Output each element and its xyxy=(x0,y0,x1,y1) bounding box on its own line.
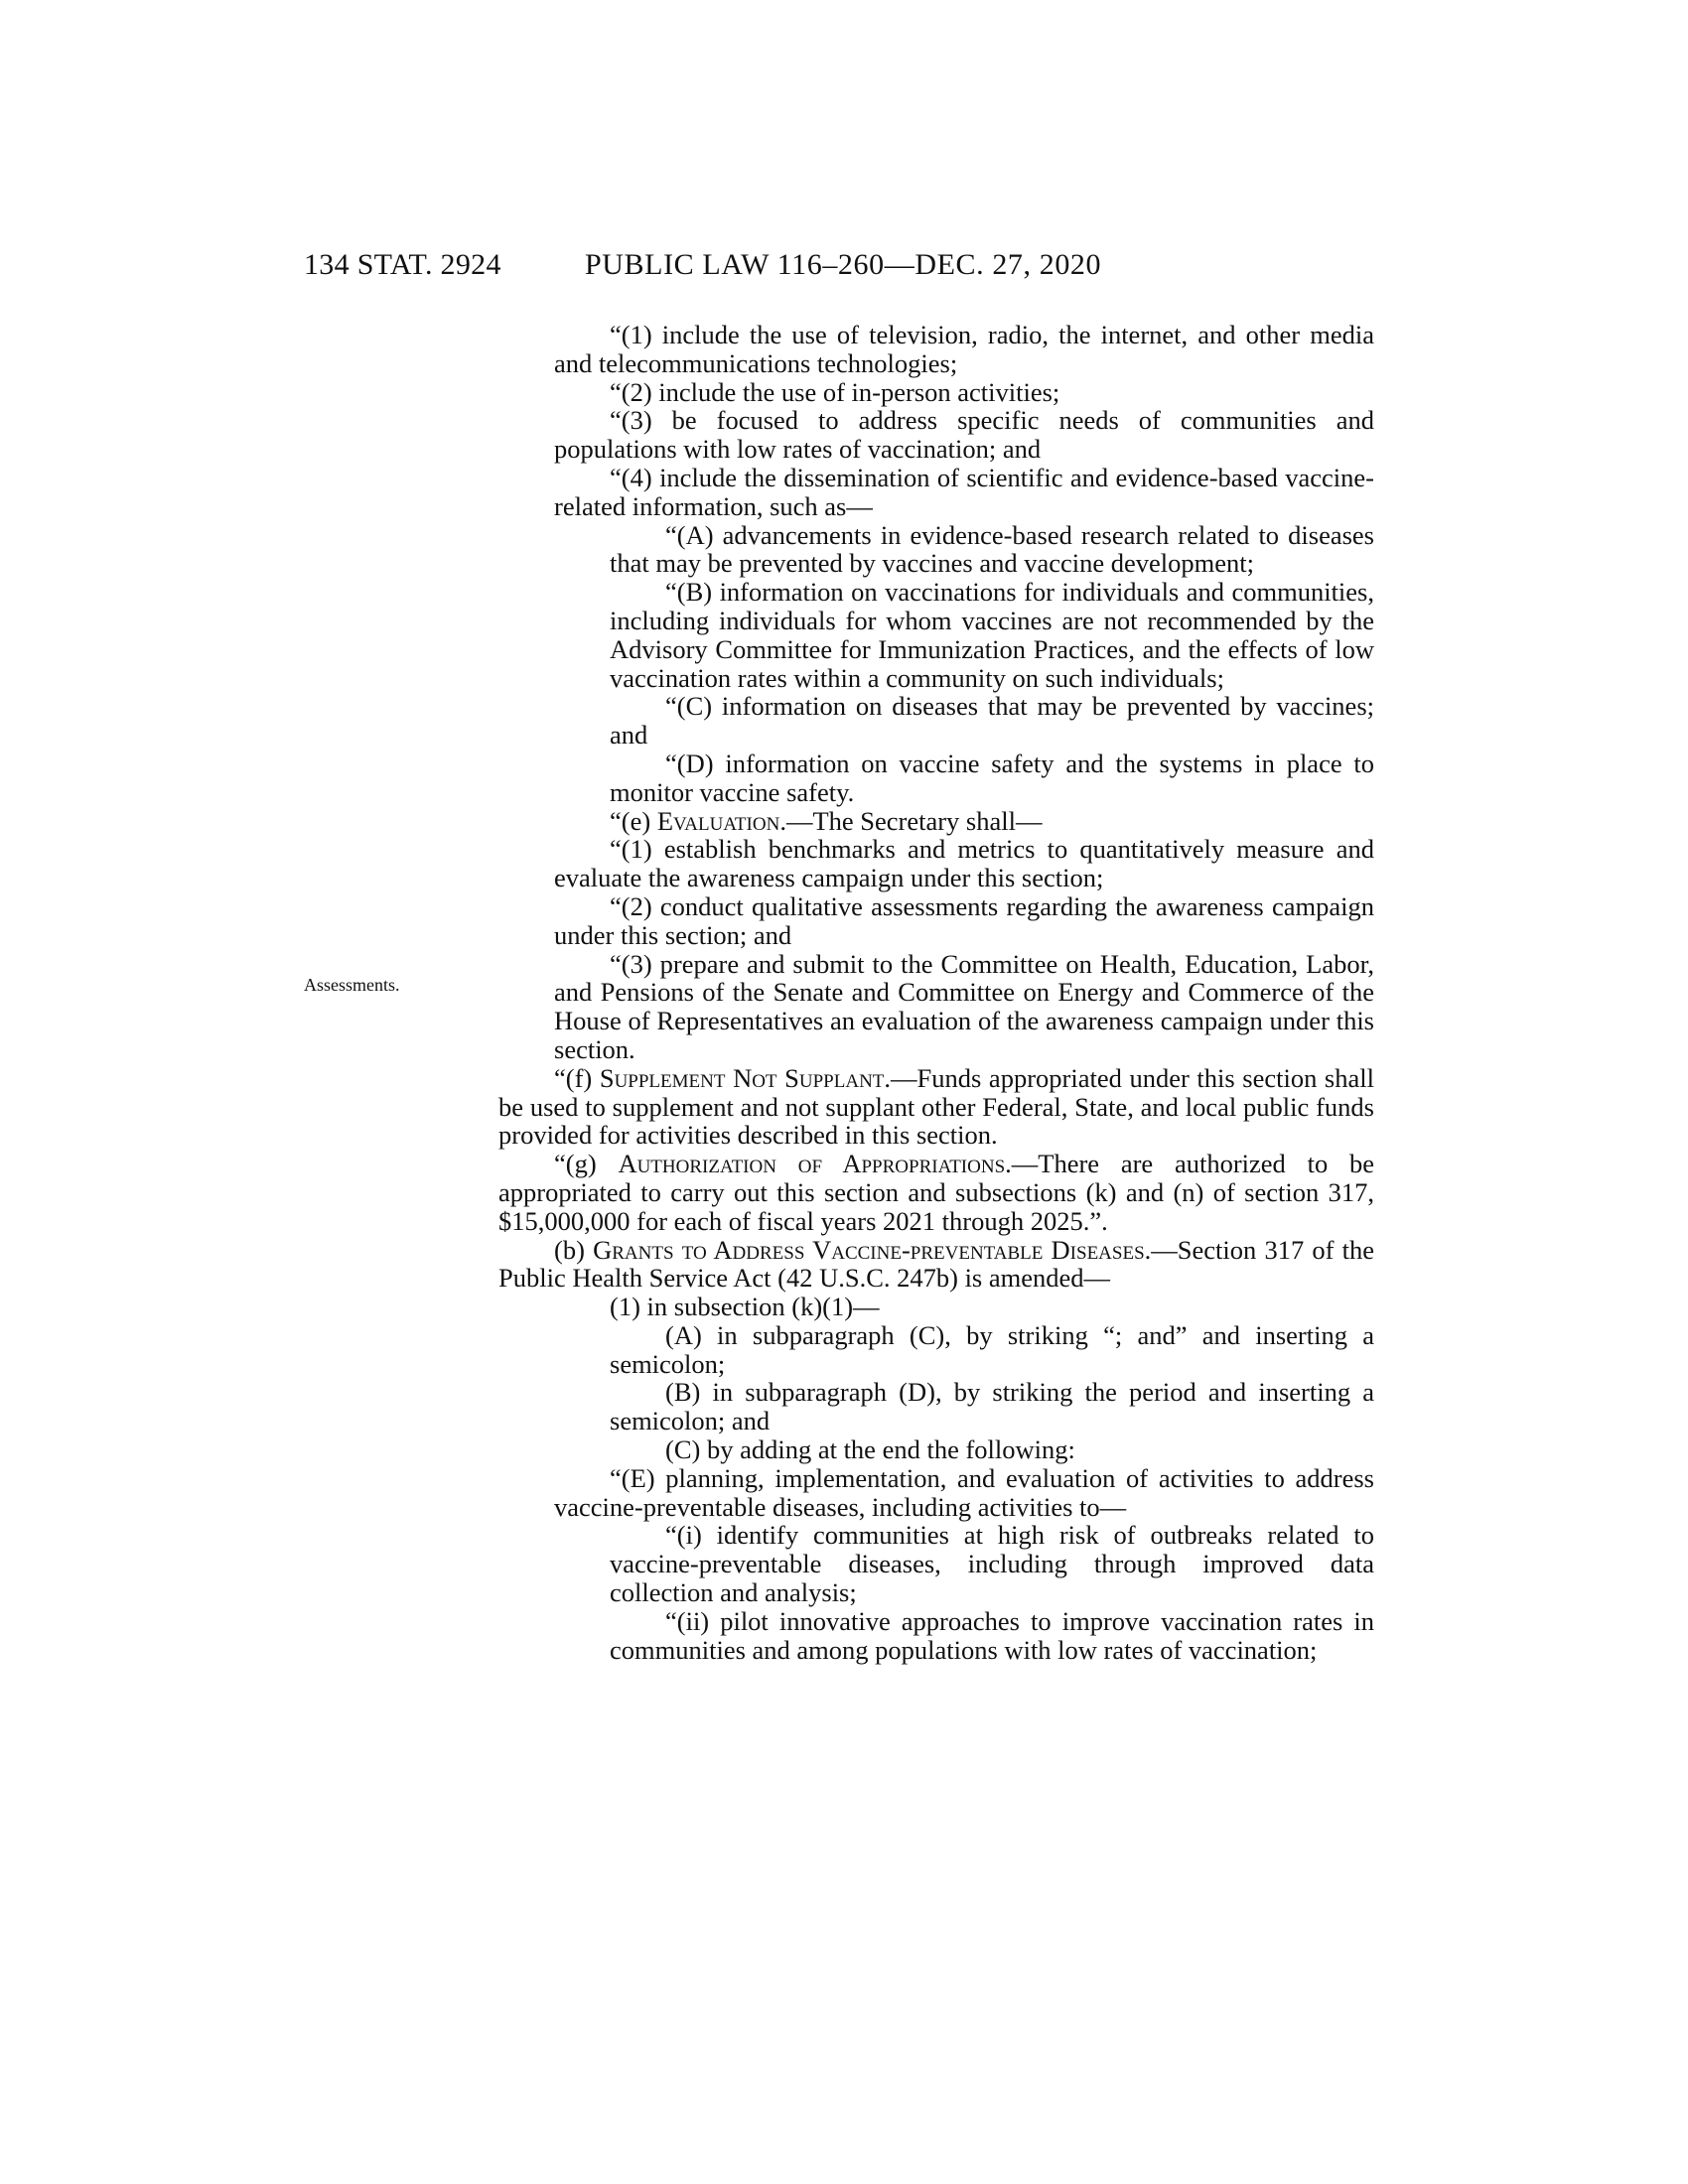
subparagraph-b1B: (B) in subparagraph (D), by striking the period and inserting a semicolon; and xyxy=(610,1377,1374,1436)
clause-Ei: “(i) identify communities at high risk of outbreaks related to vaccine-preventable diseases, including through improved data collection and analysis; xyxy=(610,1520,1374,1608)
public-law-title: PUBLIC LAW 116–260—DEC. 27, 2020 xyxy=(585,248,1102,281)
subsection-g xyxy=(498,1150,1374,1235)
subsection-f-prefix: “(f) xyxy=(554,1062,600,1093)
statute-page-reference: 134 STAT. 2924 xyxy=(304,248,501,281)
section-b-title: Grants to Address Vaccine-preventable Diseases xyxy=(593,1234,1145,1265)
subparagraph-dA: “(A) advancements in evidence-based research related to diseases that may be prevented by vaccines and vaccine development; xyxy=(610,519,1374,579)
subparagraph-dD: “(D) information on vaccine safety and the systems in place to monitor vaccine safety. xyxy=(610,748,1374,807)
paragraph-b1: (1) in subsection (k)(1)— xyxy=(610,1292,880,1322)
paragraph-d3: “(3) be focused to address specific needs of communities and populations with low rates of vaccination; and xyxy=(554,405,1374,465)
subsection-f-title: Supplement Not Supplant xyxy=(599,1062,885,1093)
clause-Eii: “(ii) pilot innovative approaches to improve vaccination rates in communities and among populations with low rates of vaccination; xyxy=(610,1605,1374,1665)
page-header xyxy=(0,248,1688,288)
subsection-e-heading xyxy=(498,807,1374,836)
subsection-f-text: .—Funds appropriated under this section shall be used to supplement and not supplant other Federal, State, and local public funds provided for activities described in this section. xyxy=(498,1062,1374,1151)
subsection-f xyxy=(498,1064,1374,1150)
paragraph-d1: “(1) include the use of television, radio, the internet, and other media and telecommunications technologies; xyxy=(554,320,1374,378)
section-b xyxy=(498,1236,1374,1294)
subparagraph-b1C: (C) by adding at the end the following: xyxy=(665,1434,1075,1465)
section-b-prefix: (b) xyxy=(554,1234,594,1265)
subparagraph-dB: “(B) information on vaccinations for individuals and communities, including individuals for whom vaccines are not recommended by the Advisory Committee for Immunization Practices, and the effects of low vaccination rates within a community on such individuals; xyxy=(610,577,1374,693)
subsection-e-title: Evaluation xyxy=(656,805,780,836)
paragraph-d4: “(4) include the dissemination of scientific and evidence-based vaccine-related information, such as— xyxy=(554,462,1374,521)
paragraph-e1: “(1) establish benchmarks and metrics to quantitatively measure and evaluate the awareness campaign under this section; xyxy=(554,834,1374,893)
paragraph-e2: “(2) conduct qualitative assessments regarding the awareness campaign under this section; and xyxy=(554,890,1374,950)
statute-body xyxy=(498,321,1374,1664)
subparagraph-dC: “(C) information on diseases that may be prevented by vaccines; and xyxy=(610,691,1374,751)
subsection-g-text: .—There are authorized to be appropriated to carry out this section and subsections (k) and (n) of section 317, $15,000,000 for each of fiscal years 2021 through 2025.”. xyxy=(498,1149,1374,1236)
subsection-g-prefix: “(g) xyxy=(554,1149,619,1179)
paragraph-E: “(E) planning, implementation, and evaluation of activities to address vaccine-preventable diseases, including activities to— xyxy=(554,1462,1374,1522)
paragraph-e3: “(3) prepare and submit to the Committee on Health, Education, Labor, and Pensions of the Senate and Committee on Energy and Commerce of the House of Representatives an evaluation of the awareness campaign under this section. xyxy=(554,948,1374,1064)
subsection-e-text: .—The Secretary shall— xyxy=(779,805,1043,836)
subparagraph-b1A: (A) in subparagraph (C), by striking “; and” and inserting a semicolon; xyxy=(610,1319,1374,1379)
subsection-e-prefix: “(e) xyxy=(610,805,657,836)
paragraph-d2: “(2) include the use of in-person activities; xyxy=(610,376,1060,407)
section-b-text: .—Section 317 of the Public Health Service Act (42 U.S.C. 247b) is amended— xyxy=(498,1234,1375,1294)
margin-note-assessments: Assessments. xyxy=(304,975,400,995)
subsection-g-title: Authorization of Appropriations xyxy=(618,1149,1006,1179)
